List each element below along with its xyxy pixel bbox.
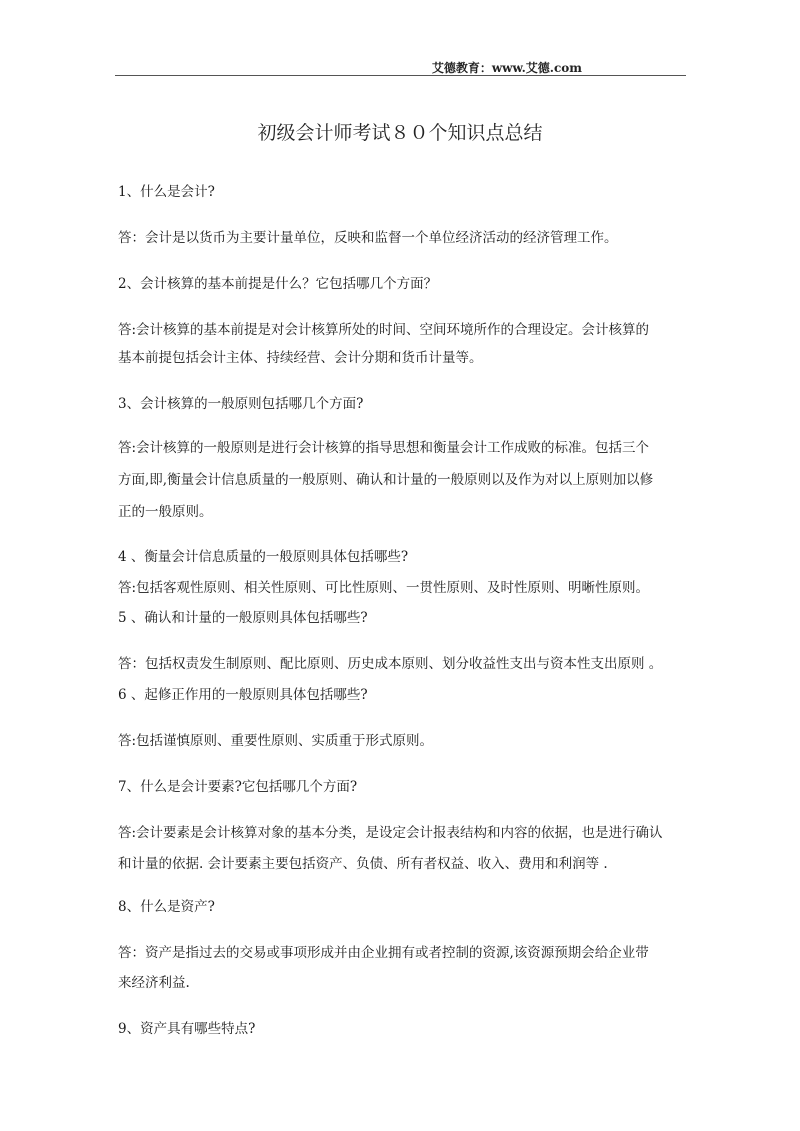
answer-line: 答：包括权责发生制原则、配比原则、历史成本原则、划分收益性支出与资本性支出原则 。 [118, 656, 663, 672]
answer-line: 答：会计是以货币为主要计量单位，反映和监督一个单位经济活动的经济管理工作。 [118, 230, 618, 246]
answer-line: 答：资产是指过去的交易或事项形成并由企业拥有或者控制的资源,该资源预期会给企业带 [118, 945, 649, 961]
answer-line: 答:包括客观性原则、相关性原则、可比性原则、一贯性原则、及时性原则、明晰性原则。 [118, 580, 650, 596]
question-line: 3、会计核算的一般原则包括哪几个方面? [118, 396, 364, 412]
question-line: 8、什么是资产? [118, 899, 215, 915]
question-line: 7、什么是会计要素?它包括哪几个方面? [118, 779, 358, 795]
answer-line: 基本前提包括会计主体、持续经营、会计分期和货币计量等。 [118, 350, 483, 366]
header-divider [115, 75, 686, 76]
question-line: 1、什么是会计? [118, 184, 215, 200]
page-header [115, 56, 686, 76]
question-line: 2、会计核算的基本前提是什么？它包括哪几个方面？ [118, 276, 438, 292]
question-line: 4 、衡量会计信息质量的一般原则具体包括哪些? [118, 549, 409, 565]
answer-line: 答:会计核算的基本前提是对会计核算所处的时间、空间环境所作的合理设定。会计核算的 [118, 322, 650, 338]
question-line: 9、资产具有哪些特点? [118, 1021, 256, 1037]
answer-line: 答:包括谨慎原则、重要性原则、实质重于形式原则。 [118, 733, 434, 749]
answer-line: 来经济利益. [118, 975, 190, 991]
answer-line: 方面,即,衡量会计信息质量的一般原则、确认和计量的一般原则以及作为对以上原则加以修 [118, 472, 654, 488]
question-line: 5 、确认和计量的一般原则具体包括哪些? [118, 610, 368, 626]
answer-line: 正的一般原则。 [118, 504, 213, 520]
answer-line: 答:会计要素是会计核算对象的基本分类，是设定会计报表结构和内容的依据，也是进行确认 [118, 825, 663, 841]
answer-line: 和计量的依据. 会计要素主要包括资产、负债、所有者权益、收入、费用和利润等 . [118, 856, 608, 872]
document-title: 初级会计师考试８０个知识点总结 [257, 122, 543, 144]
header-site-text: 艾德教育：www.艾德.com [431, 61, 582, 75]
answer-line: 答:会计核算的一般原则是进行会计核算的指导思想和衡量会计工作成败的标准。包括三个 [118, 440, 650, 456]
question-line: 6 、起修正作用的一般原则具体包括哪些? [118, 687, 368, 703]
